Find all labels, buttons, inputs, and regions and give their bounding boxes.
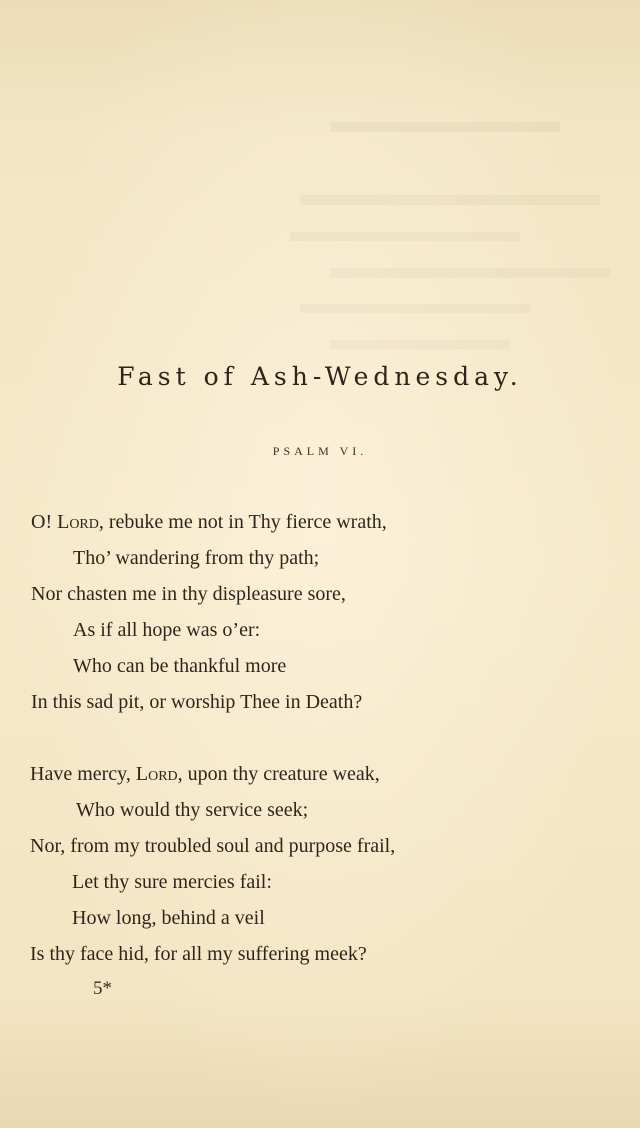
verse-text: , rebuke me not in Thy fierce wrath,: [98, 511, 387, 533]
stanza-1-line-1: [31, 512, 640, 532]
verse-lord: Lord: [135, 763, 178, 785]
stanza-1-line-3: Nor chasten me in thy displeasure sore,: [31, 583, 346, 605]
stanza-2-line-2: Who would thy service seek;: [76, 799, 309, 821]
verse-lord: Lord: [57, 511, 99, 533]
bleed-through-line: [330, 340, 510, 349]
bleed-through-line: [330, 268, 610, 278]
verse-text: , upon thy creature weak,: [177, 763, 380, 785]
stanza-1-line-2: Tho’ wandering from thy path;: [73, 547, 320, 569]
bleed-through-line: [330, 122, 560, 132]
page-title: Fast of Ash-Wednesday.: [117, 362, 523, 391]
stanza-2-line-3: Nor, from my troubled soul and purpose frail,: [30, 835, 396, 857]
bleed-through-line: [290, 232, 520, 241]
psalm-heading: PSALM VI.: [272, 444, 368, 458]
bleed-through-line: [300, 304, 530, 313]
stanza-2-line-5: How long, behind a veil: [72, 907, 265, 929]
stanza-2-line-4: Let thy sure mercies fail:: [72, 871, 272, 893]
stanza-1-line-4: As if all hope was o’er:: [73, 619, 261, 641]
bleed-through-line: [300, 195, 600, 205]
stanza-1-line-5: Who can be thankful more: [73, 655, 287, 677]
verse-text: O!: [31, 511, 58, 533]
stanza-1-line-6: In this sad pit, or worship Thee in Death?: [31, 691, 363, 713]
stanza-2-line-1: [30, 764, 640, 784]
verse-text: Have mercy,: [30, 763, 136, 785]
page-number: 5*: [93, 978, 112, 999]
stanza-2-line-6: Is thy face hid, for all my suffering meek?: [30, 943, 367, 965]
